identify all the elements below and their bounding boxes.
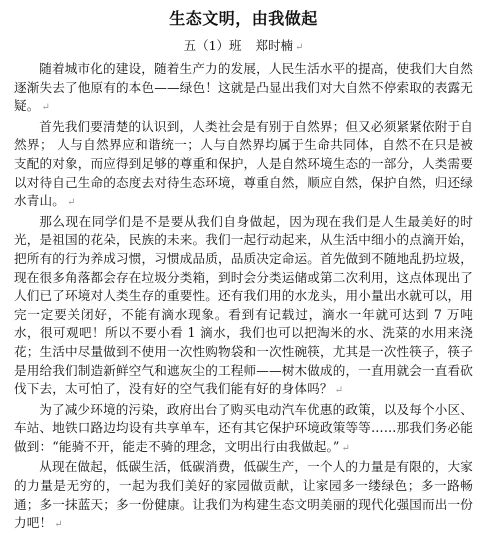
paragraph-mark-icon: ↵ bbox=[41, 102, 51, 114]
paragraph-mark-icon: ↵ bbox=[66, 197, 76, 209]
byline bbox=[14, 36, 473, 58]
class-name: 五（1）班 bbox=[183, 38, 242, 53]
paragraph-3 bbox=[14, 213, 473, 401]
paragraph-2-text: 首先我们要清楚的认识到，人类社会是有别于自然界；但又必须紧紧依附于自然界； 人与自然界应和谐统一；人与自然界均属于生命共同体，自然不在只是被支配的对象，而应得到足够的尊重和保护，人是自然环境生态的一部分，人类需要以对待自己生命的态度去对待生态环境，尊重自然，顺应自然，保护自然，归还绿水青山。 bbox=[14, 118, 473, 209]
paragraph-2 bbox=[14, 118, 473, 213]
paragraph-mark-icon: ↵ bbox=[54, 519, 63, 531]
paragraph-4 bbox=[14, 401, 473, 459]
paragraph-1 bbox=[14, 60, 473, 118]
paragraph-mark-icon: ↵ bbox=[334, 385, 344, 397]
document-title: 生态文明，由我做起 bbox=[169, 9, 318, 28]
paragraph-5 bbox=[14, 458, 473, 534]
paragraph-4-text: 为了减少环境的污染，政府出台了购买电动汽车优惠的政策，以及每个小区、车站、地铁口路边均设有共享单车，还有其它保护环境政策等等……那我们务必能做到：“能骑不开，能走不骑的理念，文明出行由我做起。” bbox=[14, 401, 473, 454]
author-name: 郑时楠 bbox=[255, 38, 294, 53]
paragraph-3-text: 那么现在同学们是不是要从我们自身做起，因为现在我们是人生最美好的时光，是祖国的花朵，民族的未来。我们一起行动起来，从生活中细小的点滴开始，把所有的行为养成习惯，习惯成品质，品质决定命运。首先做到不随地乱扔垃圾，现在很多角落都会存在垃圾分类箱，到时会分类运储或第二次利用，这点体现出了人们已了环境对人类生存的重要性。还有我们用的水龙头，用小量出水就可以，用完一定要关闭好，不能有滴水现象。看到有记载过，滴水一年就可达到 7 万吨水，很可观吧！所以不要小看 1 滴水，我们也可以把淘米的水、洗菜的水用来浇花；生活中尽量做到不使用一次性购物袋和一次性碗筷，尤其是一次性筷子，筷子是用给我们制造新鲜空气和遮灰尘的工程师——树木做成的，一直用就会一直看砍伐下去，太可怕了，没有好的空气我们能有好的身体吗？ bbox=[14, 213, 473, 397]
paragraph-mark-icon: ↵ bbox=[295, 42, 304, 53]
paragraph-1-text: 随着城市化的建设，随着生产力的发展，人民生活水平的提高，使我们大自然逐渐失去了他原有的本色——绿色！这就是凸显出我们对大自然不停索取的表露无疑。 bbox=[14, 61, 473, 114]
paragraph-5-text: 从现在做起，低碳生活，低碳消费，低碳生产，一个人的力量是有限的，大家的力量是无穷的，一起为我们美好的家园做贡献，让家园多一缕绿色；多一路畅通；多一抹蓝天；多一份健康。让我们为构建生态文明美丽的现代化强国而出一份力吧！ bbox=[14, 459, 473, 531]
paragraph-mark-icon: ↵ bbox=[341, 442, 351, 454]
